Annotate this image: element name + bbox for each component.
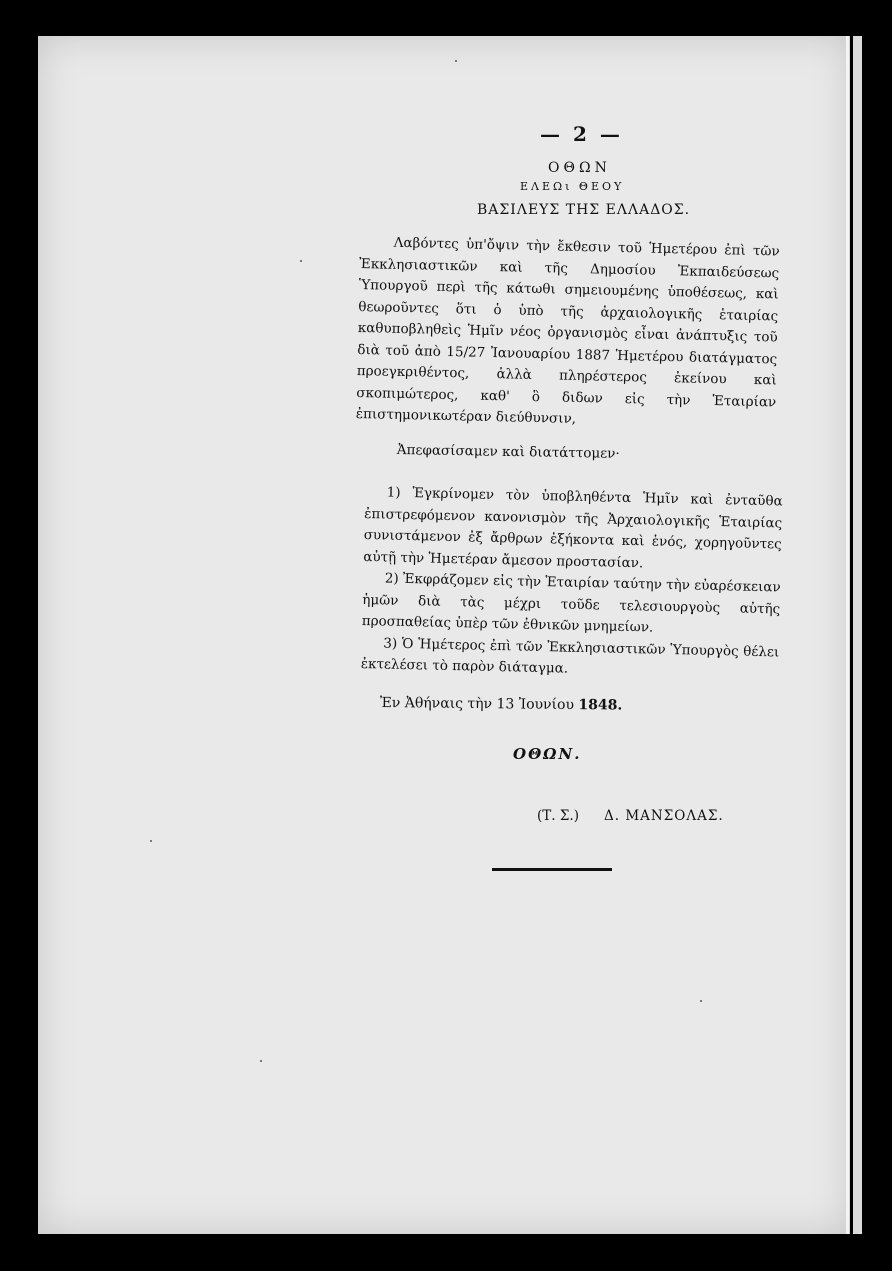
- articles-list: [361, 482, 783, 685]
- closing-rule: [492, 868, 612, 871]
- by-grace-line: ΕΛΕΩι ΘΕΟΥ: [520, 180, 625, 193]
- seal-mark: (Τ. Σ.): [537, 808, 579, 824]
- page-edge-strip-outer: [853, 36, 862, 1234]
- article-3: 3) Ὁ Ἡμέτερος ἐπὶ τῶν Ἐκκλησιαστικῶν Ὑπουργὸς θέλει ἐκτελέσει τὸ παρὸν διάταγμα.: [360, 634, 780, 677]
- article-2: 2) Ἐκφράζομεν εἰς τὴν Ἑταιρίαν ταύτην τὴν εὐαρέσκειαν ἡμῶν διὰ τὰς μέχρι τοῦδε τελεσιουργοὺς αὐτῆς προσπαθείας ὑπὲρ τῶν ἐθνικῶν μνημείων.: [361, 570, 781, 636]
- king-name: ΟΘΩΝ: [548, 160, 611, 176]
- date-prefix: Ἐν Ἀθήναις τὴν 13 Ἰουνίου: [379, 694, 575, 714]
- decision-line: Ἀπεφασίσαμεν καὶ διατάττομεν·: [396, 441, 620, 462]
- preamble-paragraph: Λαβόντες ὑπ'ὄψιν τὴν ἔκθεσιν τοῦ Ἡμετέρου ἐπὶ τῶν Ἐκκλησιαστικῶν καὶ τῆς Δημοσίου Ἐκπαιδεύσεως Ὑπουργοῦ περὶ τῆς κάτωθι σημειουμένης ὑποθέσεως, καὶ θεωροῦντες ὅτι ὁ ὑπὸ τῆς ἀρχαιολογικῆς ἑταιρίας καθυποβληθεὶς Ἡμῖν νέος ὀργανισμὸς εἶναι ἀνάπτυξις τοῦ διὰ τοῦ ἀπὸ 15/27 Ἰανουαρίου 1887 Ἡμετέρου διατάγματος προεγκριθέντος, ἀλλὰ πληρέστερος ἐκείνου καὶ σκοπιμώτερος, καθ' ὃ διδων εἰς τὴν Ἑταιρίαν ἐπιστημονικωτέραν διεύθυνσιν,: [355, 234, 780, 427]
- date-year: 1848.: [578, 697, 623, 714]
- minister-signature: Δ. ΜΑΝΣΟΛΑΣ.: [604, 808, 724, 824]
- article-1: 1) Ἐγκρίνομεν τὸν ὑποβληθέντα Ἡμῖν καὶ ἐνταῦθα ἐπιστρεφόμενον κανονισμὸν τῆς Ἀρχαιολογικῆς Ἑταιρίας συνιστάμενον ἐξ ἄρθρων ἑξήκοντα καὶ ἑνός, χορηγοῦντες αὐτῇ τὴν Ἡμετέραν ἄμεσον προστασίαν.: [363, 484, 783, 571]
- royal-signature: ΟΘΩΝ.: [513, 745, 582, 763]
- date-line: [380, 693, 623, 717]
- page-edge-strip: [846, 36, 849, 1234]
- king-title: ΒΑΣΙΛΕΥΣ ΤΗΣ ΕΛΛΑΔΟΣ.: [477, 202, 691, 218]
- page-number: — 2 —: [540, 122, 623, 146]
